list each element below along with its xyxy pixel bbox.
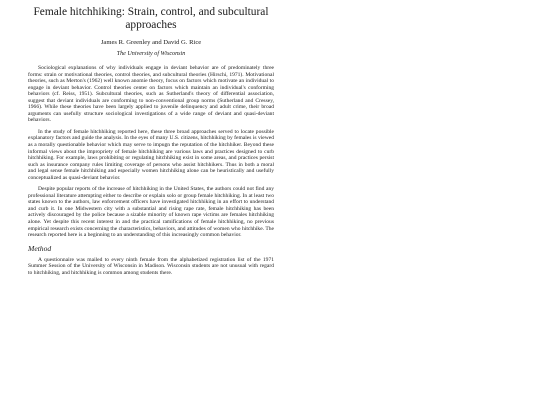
body-paragraph: Despite popular reports of the increase of hitchhiking in the United States, the authors could not find any professional literature attempting either to describe or explain solo or group female hitchhiking. In at least two states known to the authors, law enforcement officers have investigated hitchhiking in an effort to understand and curb it. In one Midwestern city with a substantial and rising rape rate, female hitchhiking has been actively discouraged by the police because a sizable minority of known rape victims are females hitchhiking alone. Yet despite this recent interest in and the practical ramifications of female hitchhiking, no previous empirical research exists concerning the characteristics, behaviors, and attitudes of women who hitchhike. The research reported here is a beginning to an understanding of this increasingly common behavior. [28,186,274,239]
body-paragraph: Sociological explanations of why individuals engage in deviant behavior are of predominately three forms: strain or motivational theories, control theories, and subcultural theories (Hirschi, 1971). Motivational theories, such as Merton's (1962) well known anomie theory, focus on factors which motivate an individual to engage in deviant behavior. Control theories center on factors which maintain an individual's conforming behaviors (cf. Reiss, 1951). Subcultural theories, such as Sutherland's theory of differential association, suggest that deviant individuals are conforming to non-conventional group norms (Sutherland and Cressey, 1966). While these theories have been largely applied to juvenile delinquency and adult crime, their broad arguments can usefully structure sociological investigations of a wide range of deviant and quasi-deviant behaviors. [28,65,274,124]
section-heading-method: Method [28,243,52,253]
body-paragraph: In the study of female hitchhiking reported here, these three broad approaches served to locate possible explanatory factors and guide the analysis. In the eyes of many U.S. citizens, hitchhiking by females is viewed as a morally questionable behavior which may serve to impugn the reputation of the hitchhiker. Beyond these informal views about the impropriety of female hitchhiking are various laws and practices designed to curb hitchhiking. For example, laws prohibiting or regulating hitchhiking exist in some areas, and practices persist such as insurance company rules limiting coverage of persons who assist hitchhikers. Thus in both a moral and legal sense female hitchhiking and especially women hitchhiking alone can be heuristically and usefully conceptualized as quasi-deviant behavior. [28,128,274,181]
paper-title: Female hitchhiking: Strain, control, and subcultural approaches [33,6,269,31]
author-affiliation: The University of Wisconsin [116,51,186,57]
paper-authors: James R. Greenley and David G. Rice [100,39,202,46]
article-column [28,6,274,281]
method-paragraph: A questionnaire was mailed to every ninth female from the alphabetized registration list of the 1971 Summer Session of the University of Wisconsin in Madison. Wisconsin students are not unusual with regard to hitchhiking, and hitchhiking is common among students there. [28,256,274,276]
